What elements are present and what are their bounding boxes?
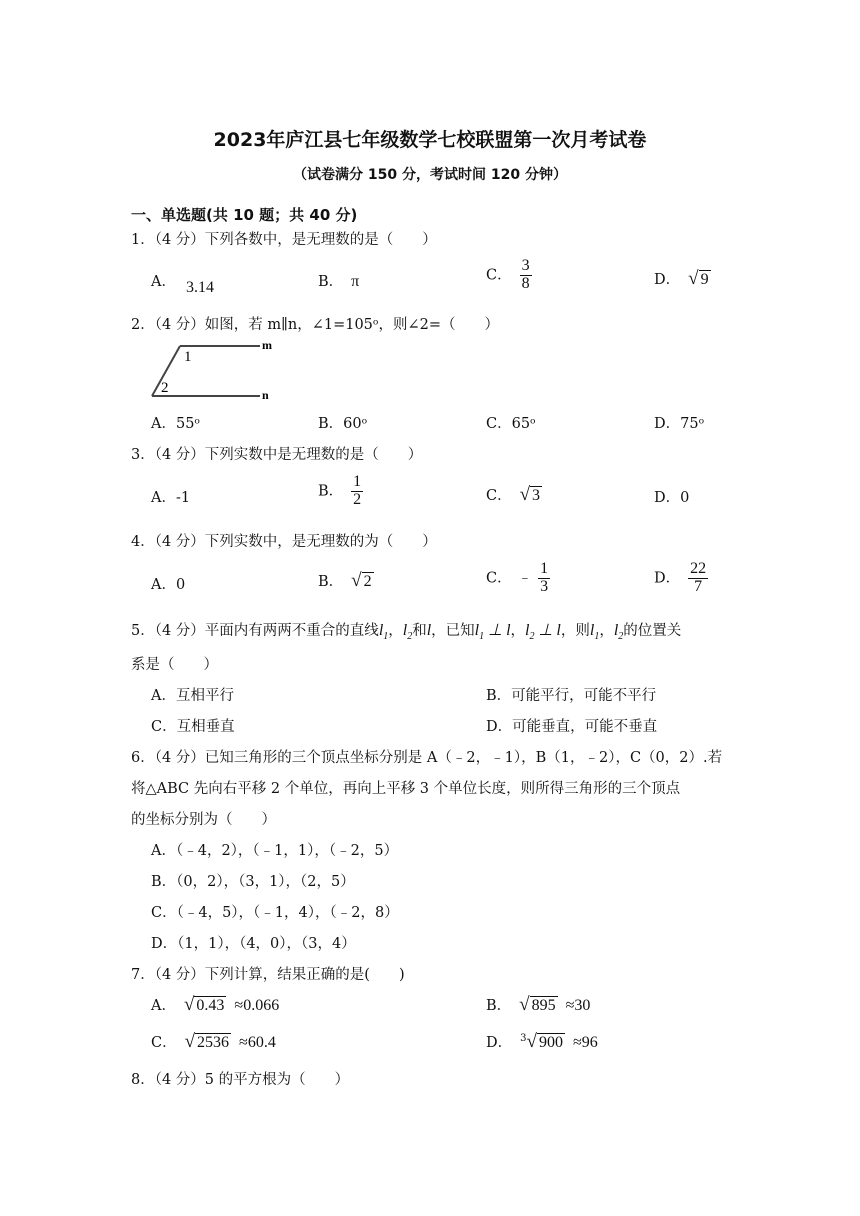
stem-text: 和 xyxy=(412,623,427,639)
option-label: B． xyxy=(486,998,512,1014)
question-6-stem-line2: 将△ABC 先向右平移 2 个单位，再向上平移 3 个单位长度，则所得三角形的三个顶点 xyxy=(131,781,681,797)
stem-text: ，已知 xyxy=(431,623,475,639)
option-label: D． xyxy=(486,1035,513,1051)
q5-option-b: B．可能平行，可能不平行 xyxy=(486,688,657,704)
result: ≈96 xyxy=(572,1034,598,1051)
radical: √ 3 xyxy=(519,484,541,505)
radical: √ 2536 xyxy=(184,1031,230,1052)
option-label: B． xyxy=(318,274,344,290)
question-4-stem: 4．（4 分）下列实数中，是无理数的为（ ） xyxy=(131,534,437,550)
q6-option-b: B．（0，2），（3，1），（2，5） xyxy=(151,874,355,890)
stem-text: 的位置关 xyxy=(623,623,682,639)
result: ≈0.066 xyxy=(234,997,280,1014)
q6-option-d: D．（1，1），（4，0），（3，4） xyxy=(151,936,356,952)
parallel-lines-figure xyxy=(148,338,278,402)
q6-option-a: A．（﹣4，2），（﹣1，1），（﹣2，5） xyxy=(151,843,399,859)
option-label: D． xyxy=(654,272,681,288)
question-7-stem: 7．（4 分）下列计算，结果正确的是( ) xyxy=(131,967,405,983)
q2-option-a: A．55ᵒ xyxy=(151,416,201,432)
option-label: B． xyxy=(318,574,344,590)
fraction xyxy=(520,258,532,293)
fraction xyxy=(351,474,363,509)
root-index: 3 xyxy=(520,1033,527,1045)
label-m: m xyxy=(262,338,272,352)
question-8-stem: 8．（4 分）5 的平方根为（ ） xyxy=(131,1072,350,1088)
negative-sign: ﹣ xyxy=(517,570,533,587)
option-value: π xyxy=(351,273,360,290)
question-6-stem: 6．（4 分）已知三角形的三个顶点坐标分别是 A（﹣2，﹣1），B（1，﹣2），C（0，2）.若 xyxy=(131,750,723,766)
page-subtitle: （试卷满分 150 分，考试时间 120 分钟） xyxy=(293,167,567,183)
stem-text: 5．（4 分）平面内有两两不重合的直线 xyxy=(131,623,379,639)
radicand: 9 xyxy=(700,271,709,288)
fraction xyxy=(538,561,550,596)
q3-option-c xyxy=(486,484,542,506)
stem-text: ，则 xyxy=(560,623,590,639)
q2-option-b: B．60ᵒ xyxy=(318,416,368,432)
denominator: 2 xyxy=(353,490,362,508)
label-n: n xyxy=(262,388,269,402)
q7-option-c xyxy=(151,1031,276,1053)
result: ≈60.4 xyxy=(239,1034,276,1051)
q5-option-c: C．互相垂直 xyxy=(151,719,235,735)
question-2-stem: 2．（4 分）如图，若 m∥n，∠1=105ᵒ，则∠2=（ ） xyxy=(131,317,500,333)
radical: √ 2 xyxy=(351,570,372,591)
option-label: A． xyxy=(151,274,176,290)
q3-option-a: A．-1 xyxy=(151,490,191,506)
q1-option-d xyxy=(654,268,711,290)
q2-option-d: D．75ᵒ xyxy=(654,416,705,432)
fraction xyxy=(688,561,708,596)
question-1-stem: 1．（4 分）下列各数中，是无理数的是（ ） xyxy=(131,232,437,248)
radicand: 2536 xyxy=(197,1034,230,1051)
denominator: 7 xyxy=(694,577,703,595)
question-6-stem-line3: 的坐标分别为（ ） xyxy=(131,812,276,828)
numerator: 3 xyxy=(521,257,530,274)
q5-option-a: A．互相平行 xyxy=(151,688,234,704)
q3-option-d: D．0 xyxy=(654,490,690,506)
radicand: 2 xyxy=(363,573,372,590)
q5-option-d: D．可能垂直，可能不垂直 xyxy=(486,719,658,735)
radical: √ 0.43 xyxy=(183,994,225,1015)
q7-option-a xyxy=(151,994,279,1016)
q1-option-b xyxy=(318,270,359,291)
q4-option-d xyxy=(654,561,708,596)
page-title: 2023年庐江县七年级数学七校联盟第一次月考试卷 xyxy=(213,129,647,151)
q1-option-c xyxy=(486,258,532,293)
radical: √ 895 xyxy=(519,994,556,1015)
option-label: B． xyxy=(318,483,344,500)
denominator: 3 xyxy=(540,577,549,595)
q2-option-c: C．65ᵒ xyxy=(486,416,536,432)
question-3-stem: 3．（4 分）下列实数中是无理数的是（ ） xyxy=(131,447,423,463)
angle-2-label: 2 xyxy=(161,380,169,396)
denominator: 8 xyxy=(521,274,530,292)
radicand: 895 xyxy=(531,997,556,1014)
radical: √ 900 xyxy=(526,1031,563,1052)
option-label: D． xyxy=(654,570,681,587)
numerator: 1 xyxy=(540,560,549,577)
question-5-stem: 5．（4 分）平面内有两两不重合的直线$l_1$，$l_2$和l，已知$l_1$ ⊥ l，$l_2$ ⊥ l，则$l_1$，$l_2$的位置关 xyxy=(131,622,682,643)
radicand: 900 xyxy=(538,1034,563,1051)
q6-option-c: C．（﹣4，5），（﹣1，4），（﹣2，8） xyxy=(151,905,399,921)
q7-option-b xyxy=(486,994,590,1016)
q7-option-d xyxy=(486,1031,598,1053)
numerator: 1 xyxy=(353,473,362,490)
option-label: C． xyxy=(151,1035,177,1051)
section-heading: 一、单选题(共 10 题；共 40 分) xyxy=(131,206,358,224)
result: ≈30 xyxy=(565,997,591,1014)
q4-option-c xyxy=(486,561,550,596)
angle-1-label: 1 xyxy=(184,349,192,365)
q4-option-b xyxy=(318,570,374,592)
option-label: C． xyxy=(486,267,512,284)
radicand: 0.43 xyxy=(196,997,225,1014)
option-value: 3.14 xyxy=(185,279,214,296)
q1-option-a xyxy=(151,270,214,296)
option-label: C． xyxy=(486,570,512,587)
radical: √ 9 xyxy=(688,268,709,289)
radicand: 3 xyxy=(532,487,541,504)
q3-option-b xyxy=(318,474,363,509)
option-label: C． xyxy=(486,488,512,504)
q4-option-a: A．0 xyxy=(151,577,186,593)
numerator: 22 xyxy=(690,560,707,577)
question-5-stem-line2: 系是（ ） xyxy=(131,657,218,673)
option-label: A． xyxy=(151,998,176,1014)
